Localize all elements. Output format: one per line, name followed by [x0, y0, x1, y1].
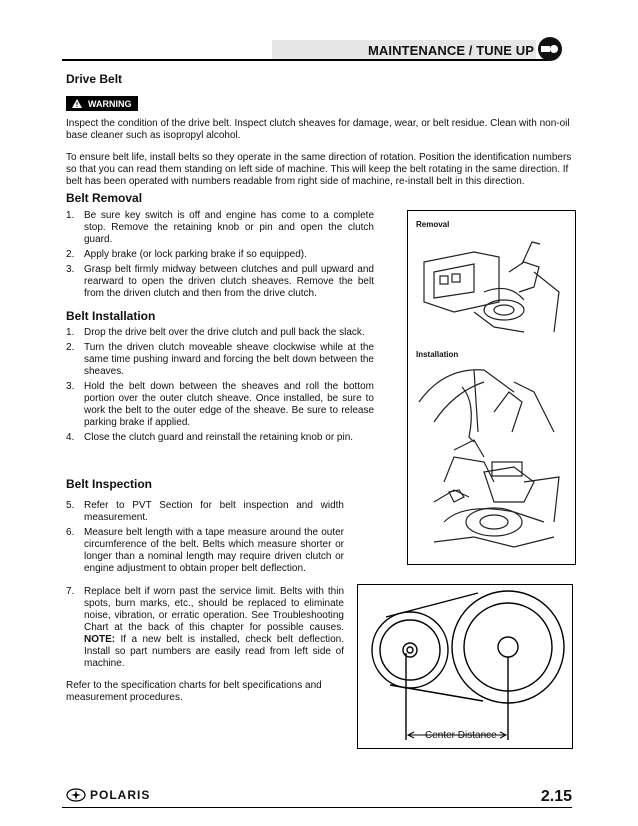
list-item-text: Turn the driven clutch moveable sheave clockwise while at the same time pushing inward and forcing the belt down between the sheaves.: [84, 342, 374, 377]
belt-spec-reference: Refer to the specification charts for belt specifications and measurement procedures.: [66, 680, 322, 703]
list-item-number: 6.: [66, 527, 75, 538]
list-item: [66, 249, 374, 261]
list-item: [66, 586, 344, 670]
list-item-text: Close the clutch guard and reinstall the retaining knob or pin.: [84, 432, 354, 443]
list-item-text: Drop the drive belt over the drive clutch and pull back the slack.: [84, 327, 365, 338]
header-rule: [62, 59, 548, 61]
list-item: [66, 327, 374, 339]
list-item: [66, 381, 374, 429]
warning-badge: [66, 96, 138, 111]
belt-inspection-item-7: [66, 586, 344, 673]
list-item: [66, 500, 344, 524]
list-item-number: 1.: [66, 210, 75, 221]
footer-rule: [62, 807, 572, 808]
note-label: NOTE:: [84, 634, 116, 645]
list-item-text: [84, 586, 344, 670]
list-item-text: Measure belt length with a tape measure around the outer circumference of the belt. Belts which measure shorter or longer than a nominal length may require driven clutch or engine adjustment to obtain proper belt deflection.: [84, 527, 344, 574]
warning-triangle-icon: [72, 99, 82, 108]
list-item: [66, 264, 374, 300]
center-distance-label: Center Distance: [425, 730, 497, 741]
header-title: MAINTENANCE / TUNE UP: [367, 43, 534, 58]
page-number: 2.15: [540, 788, 572, 805]
belt-removal-list: [66, 210, 374, 303]
list-item-number: 5.: [66, 500, 75, 511]
installation-figure-label: Installation: [416, 350, 459, 359]
polaris-star-icon: [66, 788, 86, 802]
list-item-text: Hold the belt down between the sheaves and roll the bottom portion over the outer clutch sheave. Once installed, be sure to work the belt to the outer edge of the sheave. Be sure to release parking brake if applied.: [84, 381, 374, 428]
list-item-text: Refer to PVT Section for belt inspection and width measurement.: [84, 500, 344, 523]
list-item: [66, 342, 374, 378]
list-item-number: 3.: [66, 264, 75, 275]
list-item: [66, 210, 374, 246]
installation-illustration: [414, 362, 564, 562]
list-item-number: 2.: [66, 342, 75, 353]
list-item-number: 7.: [66, 586, 75, 597]
removal-illustration: [414, 232, 564, 342]
belt-installation-heading: Belt Installation: [66, 309, 156, 323]
snowmobile-section-icon: [534, 36, 566, 62]
item7-text-pre: Replace belt if worn past the service limit. Belts with thin spots, burn marks, etc., should be replaced to eliminate noise, vibration, or erratic operation. See Troubleshooting Chart at the back of this chapter for possible causes.: [84, 586, 344, 633]
list-item-text: Be sure key switch is off and engine has come to a complete stop. Remove the retaining knob or pin and open the clutch guard.: [84, 210, 374, 245]
drive-belt-paragraph-2: To ensure belt life, install belts so they operate in the same direction of rotation. Position the identification numbers so that you can read them standing on left side of machine. This will keep the belt rotating in the same direction. If belt has been operated with numbers readable from right side of machine, re-install belt in this direction.: [66, 152, 572, 187]
list-item-number: 3.: [66, 381, 75, 392]
polaris-logo: [66, 788, 150, 802]
polaris-logo-text: POLARIS: [90, 788, 151, 802]
list-item-text: Apply brake (or lock parking brake if so equipped).: [84, 249, 307, 260]
removal-figure-label: Removal: [416, 220, 450, 229]
drive-belt-paragraph-1: Inspect the condition of the drive belt. Inspect clutch sheaves for damage, wear, or belt residue. Clean with non-oil base cleaner such as isopropyl alcohol.: [66, 118, 570, 141]
warning-label: WARNING: [88, 98, 132, 109]
list-item: [66, 527, 344, 575]
center-distance-diagram: [358, 585, 572, 748]
list-item-number: 1.: [66, 327, 75, 338]
list-item-number: 2.: [66, 249, 75, 260]
drive-belt-heading: Drive Belt: [66, 72, 123, 86]
belt-installation-list: [66, 327, 374, 447]
list-item-number: 4.: [66, 432, 75, 443]
belt-inspection-heading: Belt Inspection: [66, 477, 153, 491]
item7-text-post: If a new belt is installed, check belt deflection. Install so part numbers are easily read from left side of machine.: [84, 634, 344, 669]
list-item-text: Grasp belt firmly midway between clutches and pull upward and rearward to open the driven clutch sheaves. Remove the belt from the driven clutch and then from the drive clutch.: [84, 264, 374, 299]
belt-inspection-list: [66, 500, 344, 578]
belt-removal-heading: Belt Removal: [66, 191, 143, 205]
list-item: [66, 432, 374, 444]
